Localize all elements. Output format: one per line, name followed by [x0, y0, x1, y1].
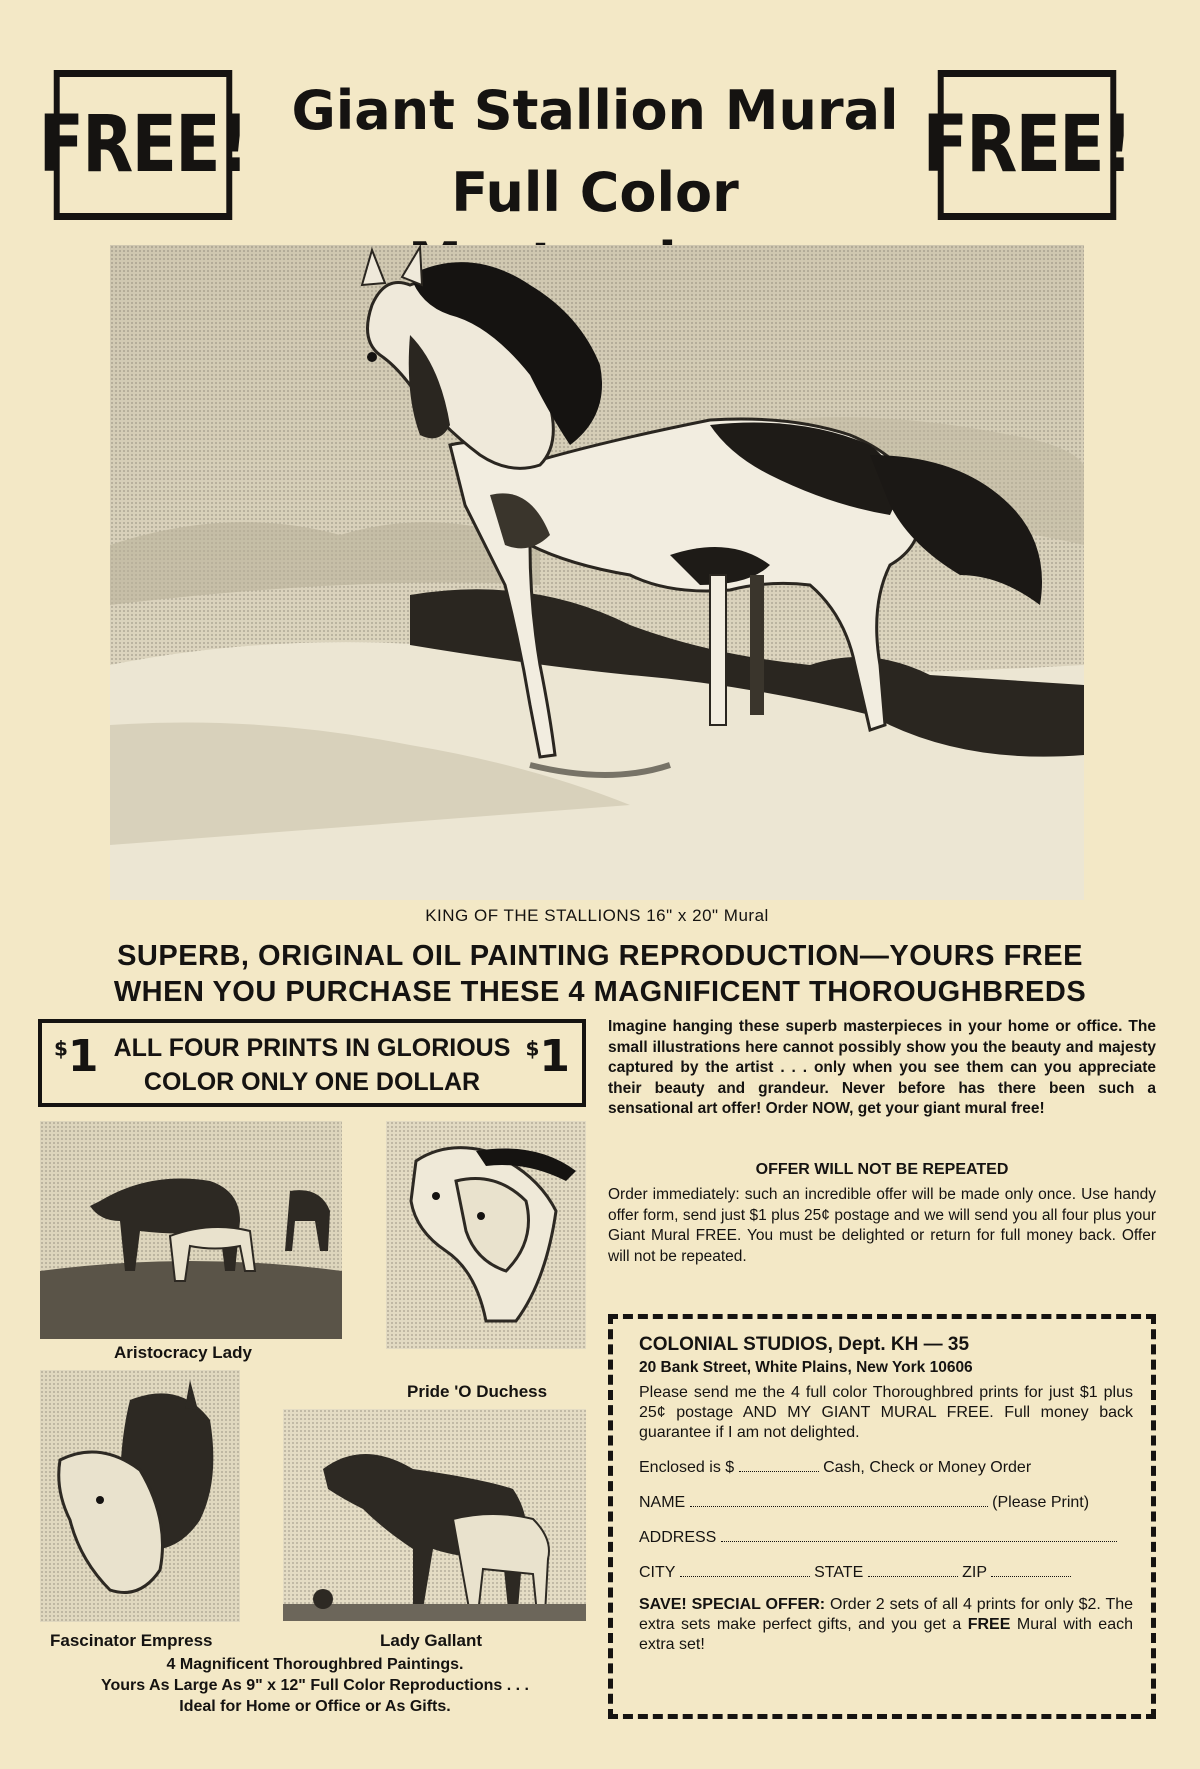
mural-caption: KING OF THE STALLIONS 16" x 20" Mural: [425, 906, 769, 925]
offer-not-repeated-heading: OFFER WILL NOT BE REPEATED: [755, 1161, 1009, 1178]
name-field[interactable]: [690, 1492, 988, 1507]
stallion-illustration: [110, 245, 1084, 900]
address-label: ADDRESS: [639, 1529, 717, 1546]
order-coupon[interactable]: [608, 1314, 1156, 1719]
prints-caption-line-3: Ideal for Home or Office or As Gifts.: [179, 1698, 451, 1715]
state-field[interactable]: [868, 1562, 958, 1577]
price-box: [38, 1019, 586, 1107]
mare-and-foal-walking-illustration: [283, 1409, 586, 1621]
offer-headline-line-1: SUPERB, ORIGINAL OIL PAINTING REPRODUCTION—YOURS FREE: [117, 940, 1083, 972]
coupon-city-row: [639, 1562, 1133, 1583]
special-offer-label: SAVE! SPECIAL OFFER:: [639, 1596, 826, 1613]
price-dollar-left: $1: [54, 1031, 99, 1082]
price-dollar-right-value: 1: [539, 1031, 570, 1082]
free-badge-right-text: FREE!: [922, 100, 1132, 190]
address-field[interactable]: [721, 1527, 1117, 1542]
name-label: NAME: [639, 1494, 686, 1511]
headline-subtitle: Full Color: [451, 161, 739, 224]
special-offer-text: Order 2 sets of all 4 prints for only $2. The extra sets make perfect gifts, and you get a: [639, 1596, 1134, 1633]
coupon-name-row: [639, 1492, 1133, 1513]
mare-and-foal-illustration: [40, 1121, 342, 1339]
print-image-lady-gallant: [283, 1409, 586, 1621]
enclosed-label: Enclosed is $: [639, 1459, 735, 1476]
coupon-company-name: COLONIAL STUDIOS, Dept. KH — 35: [639, 1334, 970, 1355]
special-offer-free: FREE: [967, 1616, 1011, 1633]
free-badge-left: [38, 70, 248, 220]
coupon-address-row: [639, 1527, 1133, 1548]
zip-field[interactable]: [991, 1562, 1071, 1577]
enclosed-suffix: Cash, Check or Money Order: [823, 1459, 1032, 1476]
price-text: [104, 1031, 520, 1099]
price-dollar-right: $1: [525, 1031, 570, 1082]
name-suffix: (Please Print): [992, 1494, 1090, 1511]
print-image-aristocracy-lady: [40, 1121, 342, 1339]
free-badge-left-text: FREE!: [38, 100, 248, 190]
coupon-special-offer: [639, 1595, 1133, 1655]
state-label: STATE: [814, 1564, 864, 1581]
free-badge-right: [922, 70, 1132, 220]
print-image-fascinator-empress: [40, 1370, 240, 1622]
coupon-enclosed-row: [639, 1457, 1133, 1478]
price-text-line-2: COLOR ONLY ONE DOLLAR: [143, 1068, 481, 1096]
intro-paragraph: Imagine hanging these superb masterpieces in your home or office. The small illustrations here cannot possibly show you the beauty and majesty captured by the artist . . . only when you see them can you appreciate their beauty and grandeur. Never before has there been such a sensational art offer! Order NOW, get your giant mural free!: [608, 1018, 1156, 1117]
offer-headline-line-2: WHEN YOU PURCHASE THESE 4 MAGNIFICENT THOROUGHBREDS: [113, 976, 1087, 1008]
horse-heads-illustration: [40, 1370, 240, 1622]
price-text-line-1: ALL FOUR PRINTS IN GLORIOUS: [113, 1034, 511, 1062]
stallion-mural-image: [110, 245, 1084, 900]
print-label-pride-o-duchess: Pride 'O Duchess: [407, 1382, 548, 1401]
price-dollar-left-value: 1: [67, 1031, 99, 1082]
two-horse-heads-illustration: [386, 1121, 586, 1349]
special-offer-end: Mural with each extra set!: [639, 1616, 1133, 1653]
headline-title: Giant Stallion Mural: [291, 79, 899, 142]
coupon-body-text: Please send me the 4 full color Thoroughbred prints for just $1 plus 25¢ postage AND MY GIANT MURAL FREE. Full money back guarantee if I am not delighted.: [639, 1384, 1133, 1441]
prints-caption-line-1: 4 Magnificent Thoroughbred Paintings.: [166, 1656, 464, 1673]
print-label-fascinator-empress: Fascinator Empress: [50, 1631, 213, 1650]
print-label-lady-gallant: Lady Gallant: [380, 1631, 483, 1650]
print-label-aristocracy-lady: Aristocracy Lady: [114, 1343, 252, 1362]
city-field[interactable]: [680, 1562, 810, 1577]
print-image-pride-o-duchess: [386, 1121, 586, 1349]
coupon-address: 20 Bank Street, White Plains, New York 10606: [639, 1359, 973, 1376]
enclosed-amount-field[interactable]: [739, 1457, 819, 1472]
prints-caption: [30, 1654, 600, 1717]
order-paragraph: Order immediately: such an incredible offer will be made only once. Use handy offer form, send just $1 plus 25¢ postage and we will send you all four plus your Giant Mural FREE. You must be delighted or return for full money back. Offer will not be repeated.: [608, 1186, 1156, 1265]
prints-caption-line-2: Yours As Large As 9" x 12" Full Color Reproductions . . .: [101, 1677, 529, 1694]
zip-label: ZIP: [962, 1564, 987, 1581]
city-label: CITY: [639, 1564, 676, 1581]
